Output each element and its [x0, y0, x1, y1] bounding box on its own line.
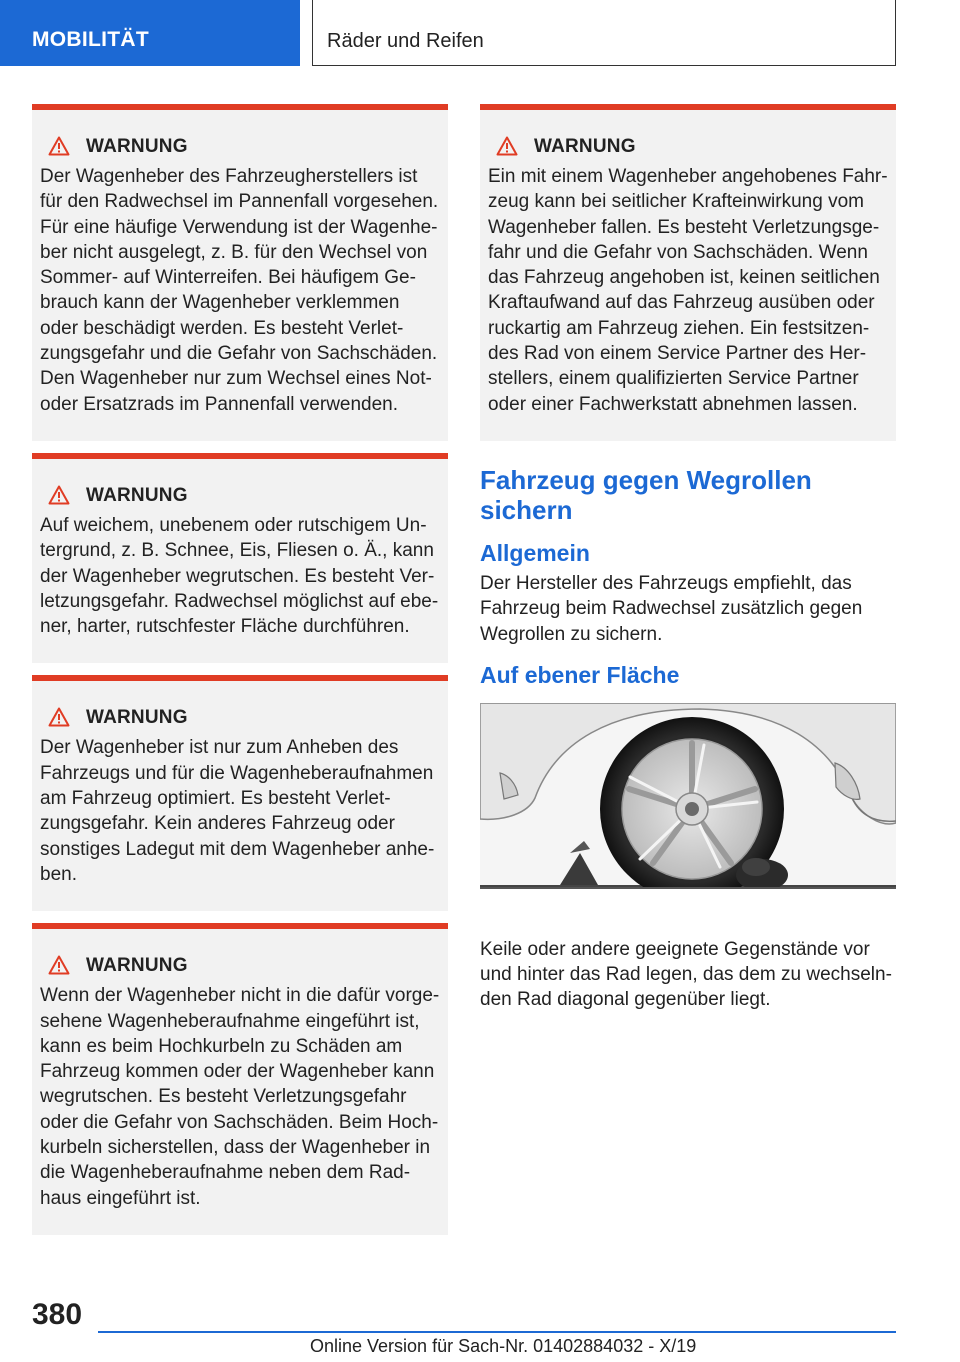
footer-divider [98, 1331, 896, 1333]
section-heading: Fahrzeug gegen Wegrollen sichern [480, 464, 812, 525]
warning-label: WARNUNG [86, 955, 188, 977]
warning-label: WARNUNG [86, 484, 188, 506]
subheading-general: Allgemein [480, 539, 590, 566]
warning-box [32, 453, 448, 663]
warning-box [32, 675, 448, 911]
page-number: 380 [32, 1298, 83, 1331]
warning-header [40, 955, 440, 977]
warning-box [32, 923, 448, 1235]
warning-text: Auf weichem, unebenem oder rutschigem Un‐ tergrund, z. B. Schnee, Eis, Fliesen o. Ä., kann der Wagenheber wegrutschen. Es besteht Ver‐ letzungsgefahr. Radwechsel möglichst auf ebe‐ ner, harter, rutschfester Fläche durchführen. [40, 514, 439, 638]
subheading-flat-surface: Auf ebener Fläche [480, 661, 680, 688]
warning-header [40, 136, 440, 158]
warning-triangle-icon [40, 955, 78, 977]
warning-label: WARNUNG [86, 136, 188, 157]
warning-text: Der Wagenheber des Fahrzeugherstellers ist für den Radwechsel im Pannenfall vorgesehen. Für eine häufige Verwendung ist der Wagenhe‐ ber nicht ausgelegt, z. B. für den Wechsel von Sommer- auf Winterreifen. Bei häufigem Ge‐ brauch kann der Wagenheber verklemmen oder beschädigt werden. Es besteht Verlet‐ zungsgefahr und die Gefahr von Sachschäden. Den Wagenheber nur zum Wechsel eines Not- oder Ersatzrads im Pannenfall verwenden. [40, 166, 439, 415]
wheel-chock-illustration [480, 703, 896, 889]
warning-header [40, 485, 440, 507]
warning-header [488, 136, 888, 158]
warning-text: Ein mit einem Wagenheber angehobenes Fahr‐ zeug kann bei seitlicher Krafteinwirkung vom Wagenheber fallen. Es besteht Verletzungsge‐ fahr und die Gefahr von Sachschäden. Wenn das Fahrzeug angehoben ist, keinen seitlichen Kraftaufwand auf das Fahrzeug ausüben oder ruckartig am Fahrzeug ziehen. Ein festsitzen‐ des Rad von einem Service Partner des Her‐ stellers, einem qualifizierten Service Partner oder einer Fachwerkstatt abnehmen lassen. [488, 166, 888, 415]
left-column [32, 104, 448, 1247]
warning-text: Der Wagenheber ist nur zum Anheben des Fahrzeugs und für die Wagenheberaufnahmen am Fahrzeug optimiert. Es besteht Verlet‐ zungsgefahr. Kein anderes Fahrzeug oder sonstiges Ladegut mit dem Wagenheber anhe‐ ben. [40, 737, 435, 885]
section-tab: MOBILITÄT [0, 0, 300, 66]
warning-box [32, 104, 448, 441]
warning-triangle-icon [488, 136, 526, 158]
warning-header [40, 707, 440, 729]
chapter-title: Räder und Reifen [312, 0, 896, 66]
warning-triangle-icon [40, 485, 78, 507]
warning-triangle-icon [40, 136, 78, 158]
warning-label: WARNUNG [534, 136, 636, 157]
footer-online-version: Online Version für Sach-Nr. 01402884032 - X/19 [310, 1336, 697, 1356]
warning-box [480, 104, 896, 441]
warning-triangle-icon [40, 707, 78, 729]
right-column [480, 104, 896, 1013]
general-text: Der Hersteller des Fahrzeugs empfiehlt, das Fahrzeug beim Radwechsel zusätzlich gegen Wegrollen zu sichern. [480, 572, 863, 645]
flat-surface-text: Keile oder andere geeignete Gegenstände vor und hinter das Rad legen, das dem zu wechseln‐ den Rad diagonal gegenüber liegt. [480, 938, 892, 1011]
warning-label: WARNUNG [86, 707, 188, 729]
warning-text: Wenn der Wagenheber nicht in die dafür vorge‐ sehene Wagenheberaufnahme eingeführt ist, kann es beim Hochkurbeln zu Schäden am Fahrzeug kommen oder der Wagenheber kann wegrutschen. Es besteht Verletzungsgefahr oder die Gefahr von Sachschäden. Beim Hoch‐ kurbeln sicherstellen, dass der Wagenheber in die Wagenheberaufnahme neben dem Rad‐ haus eingeführt ist. [40, 985, 440, 1209]
